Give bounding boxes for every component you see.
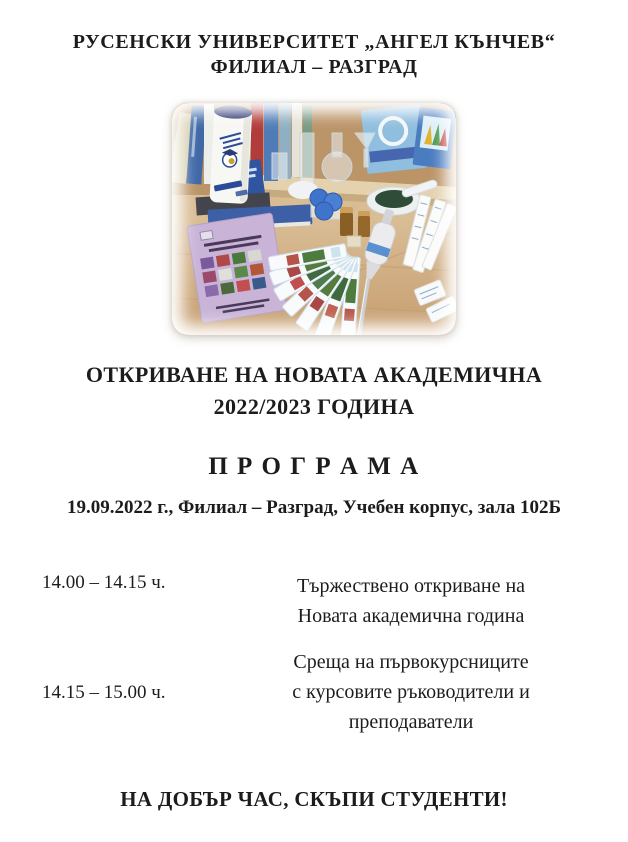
activity-line: Тържествено откриване на [296,575,526,597]
university-header [0,30,628,80]
event-title-line2: 2022/2023 ГОДИНА [213,394,415,419]
schedule-time: 14.00 – 14.15 ч. [42,572,166,593]
activity-line: Новата академична година [297,605,525,627]
event-title [0,359,628,423]
event-details: 19.09.2022 г., Филиал – Разград, Учебен корпус, зала 102Б [66,497,562,518]
activity-line: с курсовите ръководители и [292,681,530,703]
schedule-row [36,647,592,737]
program-heading: П Р О Г Р А М А [208,453,420,480]
lab-equipment-photo [172,103,456,335]
branch-name: ФИЛИАЛ – РАЗГРАД [210,56,418,78]
closing-message: НА ДОБЪР ЧАС, СКЪПИ СТУДЕНТИ! [120,787,508,811]
schedule-row [36,571,592,631]
activity-line: Среща на първокурсниците [293,651,529,673]
lab-equipment-illustration [172,103,456,335]
schedule-time: 14.15 – 15.00 ч. [42,681,166,703]
schedule-activity [230,571,592,631]
event-title-line1: ОТКРИВАНЕ НА НОВАТА АКАДЕМИЧНА [85,362,543,387]
schedule-activity [230,647,592,737]
university-name: РУСЕНСКИ УНИВЕРСИТЕТ „АНГЕЛ КЪНЧЕВ“ [72,31,556,53]
activity-line: преподаватели [348,711,474,733]
schedule [0,571,628,737]
